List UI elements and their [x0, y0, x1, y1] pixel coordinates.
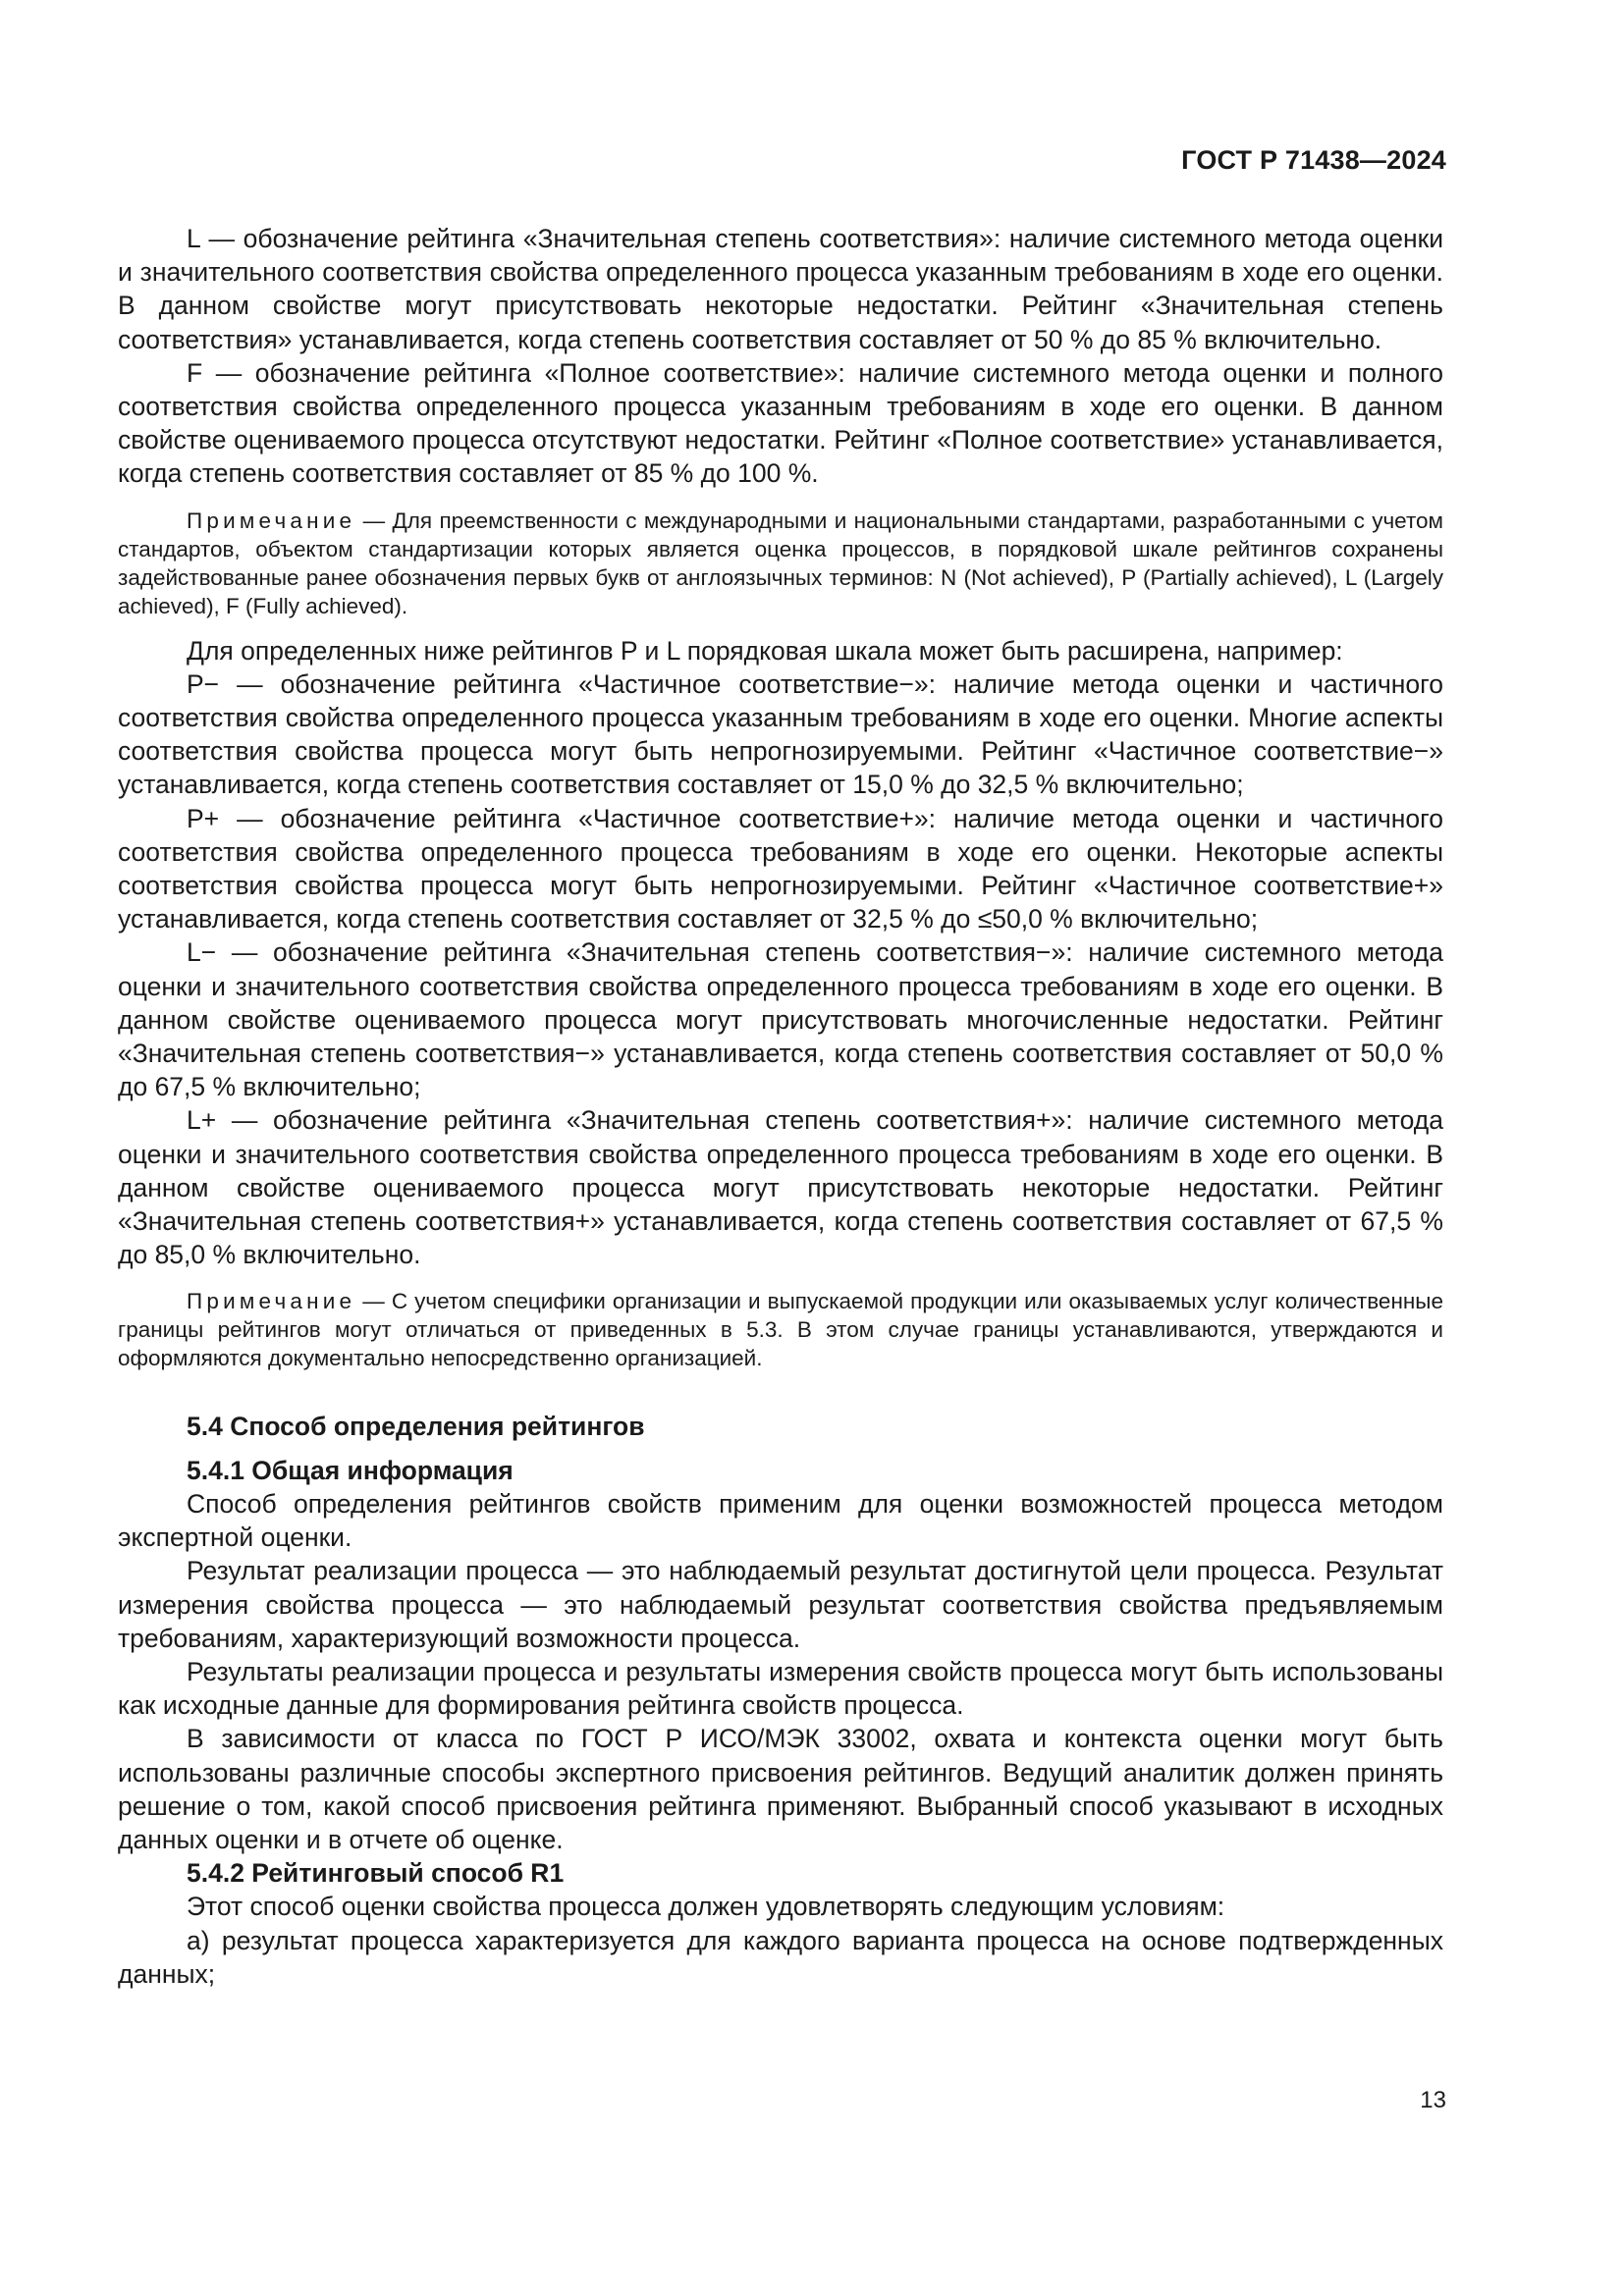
list-item: а) результат процесса характеризуется для каждого варианта процесса на основе подтвержденных данных;: [118, 1925, 1443, 1989]
paragraph: Способ определения рейтингов свойств применим для оценки возможностей процесса методом экспертной оценки.: [118, 1488, 1443, 1553]
paragraph-scale-intro: Для определенных ниже рейтингов P и L порядковая шкала может быть расширена, например:: [187, 635, 1343, 666]
note-label: Примечание: [187, 507, 356, 533]
note-text: — Для преемственности с международными и национальными стандартами, разработанными с учетом стандартов, объектом стандартизации которых является оценка процессов, в порядковой шкале рейтингов сохранены задействованные ранее обозначения первых букв от англоязычных терминов: N (Not achieved), P (Partially achieved), L (Largely achieved), F (Fully achieved).: [118, 507, 1443, 618]
note-label: Примечание: [187, 1289, 356, 1314]
section-heading-5-4-1: 5.4.1 Общая информация: [187, 1455, 514, 1485]
paragraph-rating-l: L — обозначение рейтинга «Значительная степень соответствия»: наличие системного метода оценки и значительного соответствия свойства определенного процесса указанным требованиям в ходе его оценки. В данном свойстве могут присутствовать некоторые недостатки. Рейтинг «Значительная степень соответствия» устанавливается, когда степень соответствия составляет от 50 % до 85 % включительно.: [118, 224, 1443, 354]
paragraph-rating-f: F — обозначение рейтинга «Полное соответствие»: наличие системного метода оценки и полного соответствия свойства определенного процесса указанным требованиям в ходе его оценки. В данном свойстве оцениваемого процесса отсутствуют недостатки. Рейтинг «Полное соответствие» устанавливается, когда степень соответствия составляет от 85 % до 100 %.: [118, 357, 1443, 489]
section-heading-5-4: 5.4 Способ определения рейтингов: [187, 1412, 645, 1442]
note-text: — С учетом специфики организации и выпускаемой продукции или оказываемых услуг количественные границы рейтингов могут отличаться от приведенных в 5.3. В этом случае границы устанавливаются, утверждаются и оформляются документально непосредственно организацией.: [118, 1289, 1443, 1371]
page-number: 13: [1420, 2087, 1446, 2113]
document-body: [118, 222, 1443, 1991]
note-1: [118, 507, 1443, 620]
paragraph: Результат реализации процесса — это наблюдаемый результат достигнутой цели процесса. Результат измерения свойства процесса — это наблюдаемый результат соответствия свойства предъявляемым требованиям, характеризующий возможности процесса.: [118, 1556, 1443, 1653]
note-2: [118, 1287, 1443, 1372]
paragraph-rating-p-minus: P− — обозначение рейтинга «Частичное соответствие−»: наличие метода оценки и частичного соответствия свойства определенного процесса указанным требованиям в ходе его оценки. Многие аспекты соответствия свойства процесса могут быть непрогнозируемыми. Рейтинг «Частичное соответствие−» устанавливается, когда степень соответствия составляет от 15,0 % до 32,5 % включительно;: [118, 668, 1443, 800]
document-id: ГОСТ Р 71438—2024: [1181, 145, 1446, 175]
paragraph: Этот способ оценки свойства процесса должен удовлетворять следующим условиям:: [187, 1892, 1225, 1922]
paragraph: В зависимости от класса по ГОСТ Р ИСО/МЭК 33002, охвата и контекста оценки могут быть использованы различные способы экспертного присвоения рейтингов. Ведущий аналитик должен принять решение о том, какой способ присвоения рейтинга применяют. Выбранный способ указывают в исходных данных оценки и в отчете об оценке.: [118, 1724, 1443, 1854]
paragraph-rating-l-minus: L− — обозначение рейтинга «Значительная степень соответствия−»: наличие системного метода оценки и значительного соответствия свойства определенного процесса требованиям в ходе его оценки. В данном свойстве оцениваемого процесса могут присутствовать многочисленные недостатки. Рейтинг «Значительная степень соответствия−» устанавливается, когда степень соответствия составляет от 50,0 % до 67,5 % включительно;: [118, 937, 1443, 1102]
paragraph-rating-l-plus: L+ — обозначение рейтинга «Значительная степень соответствия+»: наличие системного метода оценки и значительного соответствия свойства определенного процесса требованиям в ходе его оценки. В данном свойстве оцениваемого процесса могут присутствовать некоторые недостатки. Рейтинг «Значительная степень соответствия+» устанавливается, когда степень соответствия составляет от 67,5 % до 85,0 % включительно.: [118, 1105, 1443, 1270]
paragraph-rating-p-plus: P+ — обозначение рейтинга «Частичное соответствие+»: наличие метода оценки и частичного соответствия свойства определенного процесса требованиям в ходе его оценки. Некоторые аспекты соответствия свойства процесса могут быть непрогнозируемыми. Рейтинг «Частичное соответствие+» устанавливается, когда степень соответствия составляет от 32,5 % до ≤50,0 % включительно;: [118, 803, 1443, 934]
section-heading-5-4-2: 5.4.2 Рейтинговый способ R1: [187, 1858, 565, 1889]
paragraph: Результаты реализации процесса и результаты измерения свойств процесса могут быть использованы как исходные данные для формирования рейтинга свойств процесса.: [118, 1656, 1443, 1721]
